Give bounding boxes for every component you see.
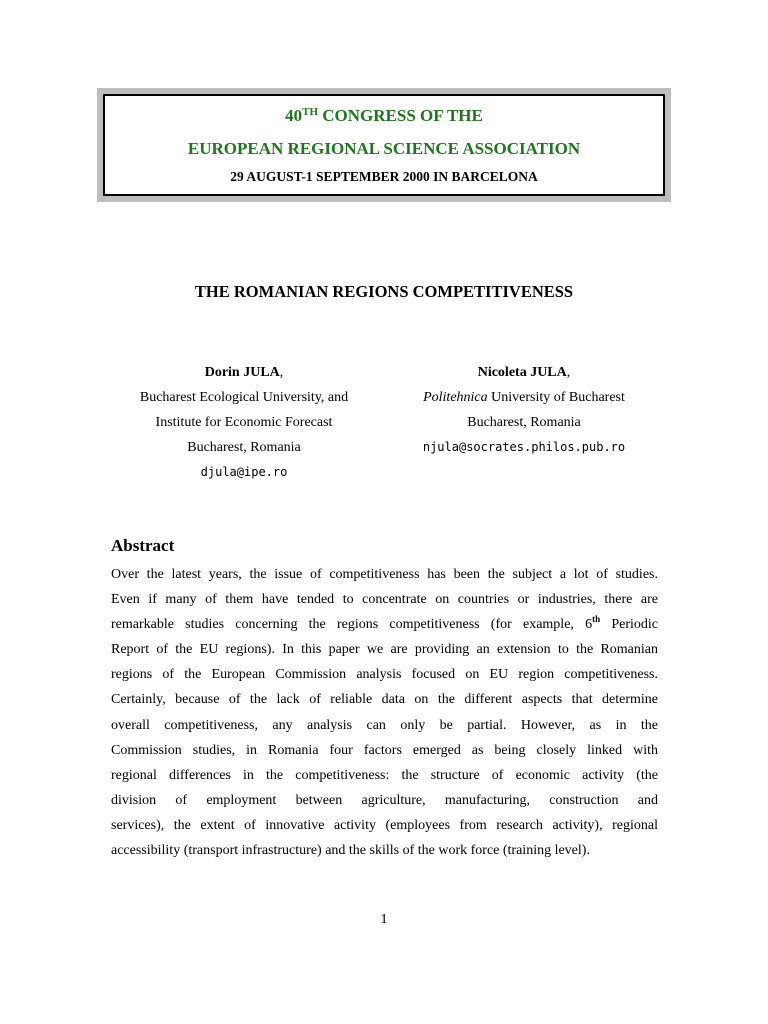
ordinal-superscript: th <box>592 614 601 625</box>
abstract-heading: Abstract <box>111 536 175 555</box>
author-block-2 <box>374 360 674 460</box>
abstract-line: regional differences in the competitiveness: the structure of economic activity (the <box>111 767 658 783</box>
author-email: djula@ipe.ro <box>200 465 288 479</box>
author-affiliation <box>374 385 674 410</box>
congress-title <box>105 106 663 126</box>
conference-dates: 29 AUGUST-1 SEPTEMBER 2000 IN BARCELONA <box>230 169 538 184</box>
author-email: njula@socrates.philos.pub.ro <box>422 440 626 454</box>
congress-rest: CONGRESS OF THE <box>318 106 483 125</box>
abstract-line: accessibility (transport infrastructure) and the skills of the work force (training level). <box>111 843 590 859</box>
author-name: Dorin JULA <box>204 365 280 380</box>
conference-header-box <box>97 88 671 202</box>
congress-number: 40 <box>285 106 303 125</box>
congress-superscript: TH <box>302 106 319 118</box>
affiliation-rest: University of Bucharest <box>487 390 625 405</box>
association-name: EUROPEAN REGIONAL SCIENCE ASSOCIATION <box>187 139 581 158</box>
paper-title: THE ROMANIAN REGIONS COMPETITIVENESS <box>194 282 574 301</box>
abstract-line <box>111 612 658 637</box>
author-name-suffix: , <box>566 365 571 380</box>
abstract-line: services), the extent of innovative activity (employees from research activity), regional <box>111 817 658 833</box>
abstract-line-part: remarkable studies concerning the regions competitiveness (for example, 6 <box>111 617 593 633</box>
abstract-line: overall competitiveness, any analysis can only be partial. However, as in the <box>111 717 658 733</box>
abstract-line: division of employment between agriculture, manufacturing, construction and <box>111 792 658 808</box>
abstract-body <box>111 562 658 863</box>
author-block-1 <box>94 360 394 485</box>
author-affiliation: Bucharest Ecological University, and <box>139 390 349 405</box>
author-name: Nicoleta JULA <box>477 365 567 380</box>
abstract-line: Commission studies, in Romania four factors emerged as being closely linked with <box>111 742 658 758</box>
author-location: Bucharest, Romania <box>187 440 301 455</box>
conference-header-inner <box>103 94 665 196</box>
affiliation-italic: Politehnica <box>423 390 488 405</box>
abstract-line: Certainly, because of the lack of reliable data on the different aspects that determine <box>111 692 658 708</box>
abstract-line-part: Periodic <box>600 617 659 633</box>
abstract-line: Even if many of them have tended to concentrate on countries or industries, there are <box>111 592 658 608</box>
abstract-line: Over the latest years, the issue of competitiveness has been the subject a lot of studies. <box>111 567 658 582</box>
author-name-suffix: , <box>279 365 284 380</box>
page-number: 1 <box>380 912 388 927</box>
abstract-line: Report of the EU regions). In this paper we are providing an extension to the Romanian <box>111 642 658 658</box>
abstract-line: regions of the European Commission analysis focused on EU region competitiveness. <box>111 667 658 683</box>
author-location: Bucharest, Romania <box>467 415 581 430</box>
author-affiliation: Institute for Economic Forecast <box>155 415 333 430</box>
